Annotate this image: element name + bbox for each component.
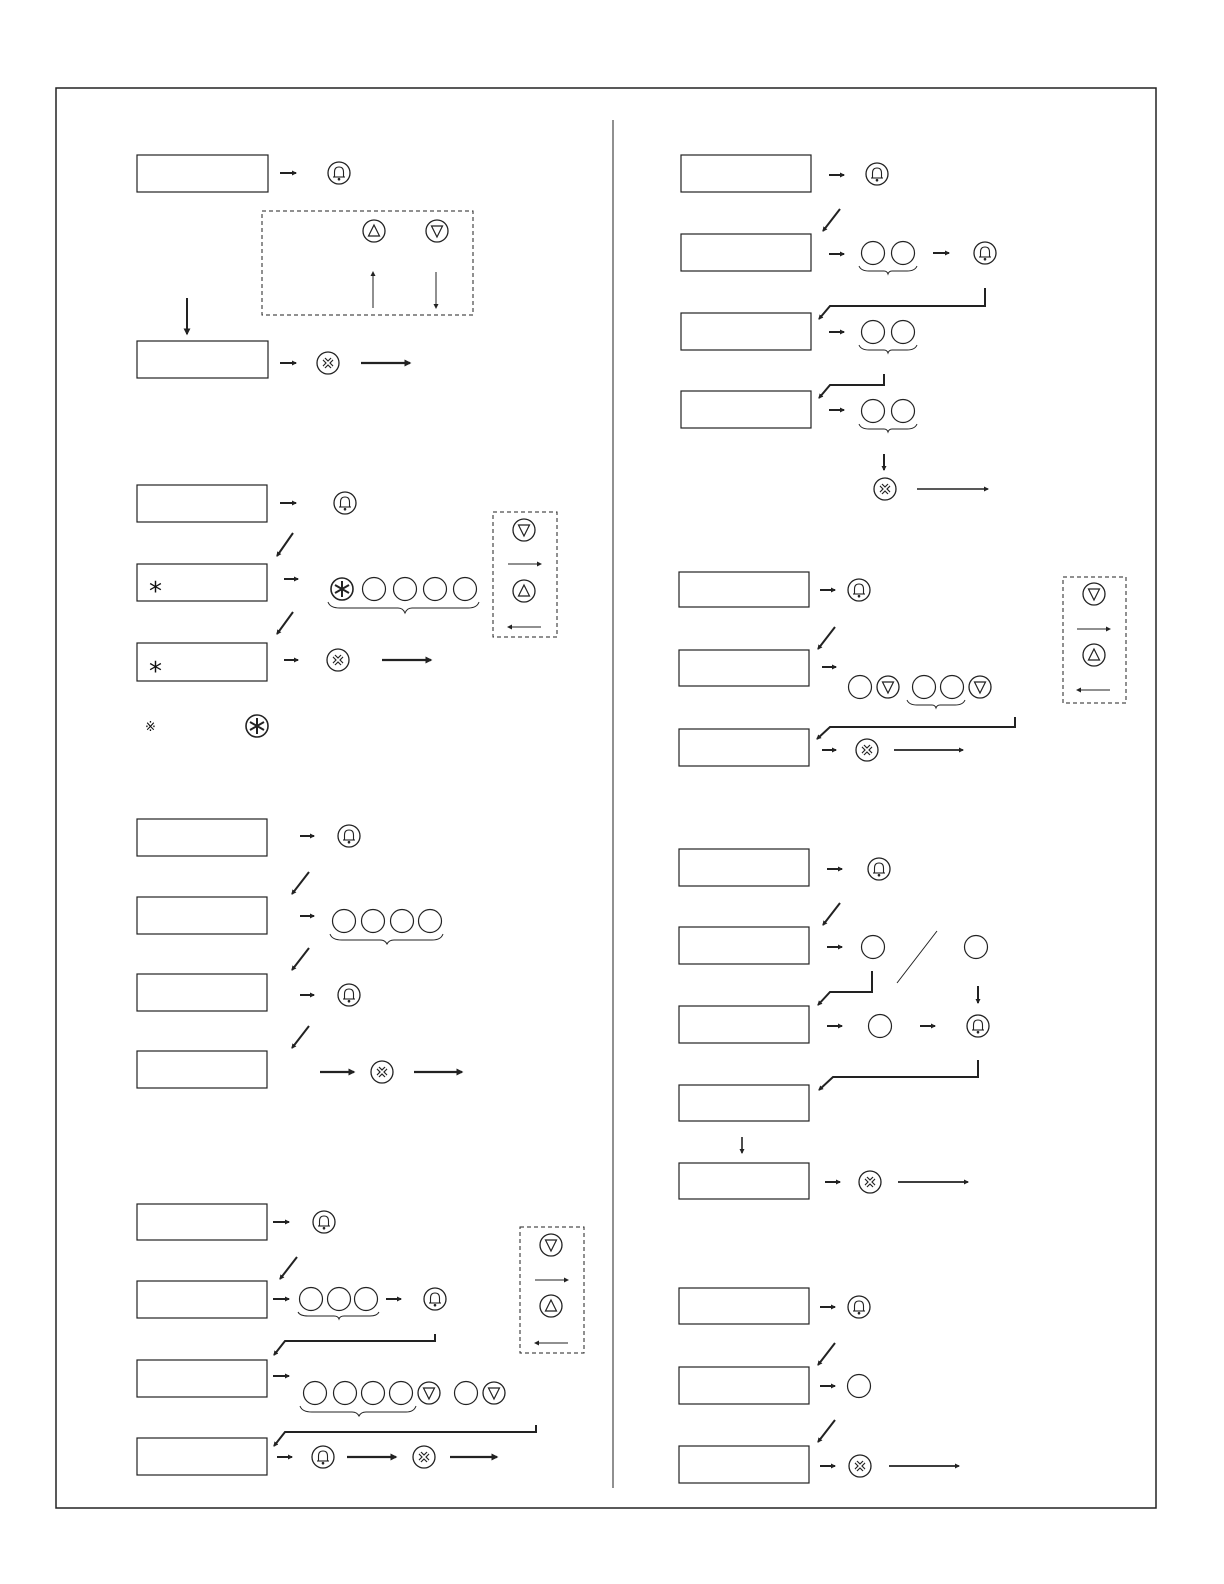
group-brace [328, 602, 479, 613]
return-arrow [818, 971, 872, 1005]
display-box [679, 927, 809, 964]
up-button-icon[interactable] [513, 580, 535, 602]
display-box [679, 1288, 809, 1324]
digit-button-icon[interactable] [455, 1382, 478, 1405]
bell-button-icon[interactable] [313, 1211, 335, 1233]
display-box [137, 1051, 267, 1088]
up-button-icon[interactable] [363, 220, 385, 242]
note-mark: ※ [145, 720, 156, 735]
group-brace [859, 424, 917, 432]
bell-button-icon[interactable] [328, 162, 350, 184]
section-right-3 [679, 849, 989, 1199]
section-left-4 [137, 1204, 584, 1475]
down-button-icon[interactable] [1083, 583, 1105, 605]
bell-button-icon[interactable] [334, 492, 356, 514]
display-box [137, 1281, 267, 1318]
display-box [681, 234, 811, 271]
section-right-4 [679, 1288, 959, 1483]
section-left-1 [137, 155, 473, 378]
digit-button-icon[interactable] [862, 321, 885, 344]
diagonal-arrow [292, 1026, 309, 1048]
down-button-icon[interactable] [540, 1234, 562, 1256]
digit-button-icon[interactable] [965, 936, 988, 959]
group-brace [859, 345, 917, 353]
digit-button-icon[interactable] [849, 676, 872, 699]
diagonal-arrow [823, 209, 840, 231]
section-right-1 [681, 155, 996, 500]
digit-button-icon[interactable] [362, 910, 385, 933]
digit-button-icon[interactable] [390, 1382, 413, 1405]
star-button-icon [246, 715, 268, 737]
return-arrow [819, 1060, 978, 1090]
stop-button-icon[interactable] [874, 478, 896, 500]
display-box [137, 974, 267, 1011]
display-box [679, 729, 809, 766]
digit-button-icon[interactable] [424, 578, 447, 601]
display-box [679, 849, 809, 886]
display-box [137, 897, 267, 934]
digit-button-icon[interactable] [363, 578, 386, 601]
stop-button-icon[interactable] [859, 1171, 881, 1193]
display-box [137, 341, 268, 378]
display-box [679, 650, 809, 686]
digit-button-icon[interactable] [892, 242, 915, 265]
stop-button-icon[interactable] [371, 1061, 393, 1083]
diagonal-arrow [277, 533, 293, 556]
section-left-2 [137, 485, 557, 737]
down-button-icon[interactable] [877, 676, 899, 698]
group-brace [298, 1312, 379, 1319]
diagonal-arrow [818, 627, 835, 649]
return-arrow [819, 288, 985, 319]
down-button-icon[interactable] [969, 676, 991, 698]
separator-slash [897, 931, 937, 983]
display-box [681, 313, 811, 350]
digit-button-icon[interactable] [333, 910, 356, 933]
stop-button-icon[interactable] [317, 352, 339, 374]
digit-button-icon[interactable] [362, 1382, 385, 1405]
section-left-3 [137, 819, 462, 1088]
digit-button-icon[interactable] [892, 321, 915, 344]
display-star: * [149, 657, 162, 687]
display-box [681, 155, 811, 192]
return-arrow [817, 717, 1015, 739]
digit-button-icon[interactable] [869, 1015, 892, 1038]
up-button-icon[interactable] [1083, 644, 1105, 666]
down-button-icon[interactable] [418, 1382, 440, 1404]
display-box [137, 155, 268, 192]
star-button-icon[interactable] [331, 578, 353, 600]
diagonal-arrow [818, 1343, 835, 1365]
digit-button-icon[interactable] [941, 676, 964, 699]
stop-button-icon[interactable] [327, 649, 349, 671]
digit-button-icon[interactable] [304, 1382, 327, 1405]
digit-button-icon[interactable] [862, 242, 885, 265]
display-box [679, 572, 809, 607]
digit-button-icon[interactable] [391, 910, 414, 933]
display-box [679, 1446, 809, 1483]
bell-button-icon[interactable] [424, 1288, 446, 1310]
digit-button-icon[interactable] [355, 1288, 378, 1311]
digit-button-icon[interactable] [334, 1382, 357, 1405]
digit-button-icon[interactable] [328, 1288, 351, 1311]
display-box [137, 485, 267, 522]
digit-button-icon[interactable] [862, 400, 885, 423]
bell-button-icon[interactable] [967, 1015, 989, 1037]
stop-button-icon[interactable] [849, 1455, 871, 1477]
bell-button-icon[interactable] [866, 163, 888, 185]
group-brace [859, 266, 917, 274]
group-brace [330, 934, 443, 944]
bell-button-icon[interactable] [974, 242, 996, 264]
stop-button-icon[interactable] [856, 739, 878, 761]
digit-button-icon[interactable] [394, 578, 417, 601]
down-button-icon[interactable] [426, 220, 448, 242]
digit-button-icon[interactable] [892, 400, 915, 423]
return-arrow [274, 1334, 435, 1355]
down-button-icon[interactable] [483, 1382, 505, 1404]
digit-button-icon[interactable] [419, 910, 442, 933]
bell-button-icon[interactable] [868, 858, 890, 880]
diagonal-arrow [292, 872, 309, 894]
display-box [137, 1360, 267, 1397]
bell-button-icon[interactable] [338, 825, 360, 847]
diagonal-arrow [818, 1420, 835, 1442]
display-box [679, 1367, 809, 1404]
return-arrow [274, 1425, 536, 1446]
bell-button-icon[interactable] [848, 1296, 870, 1318]
display-box [137, 819, 267, 856]
diagonal-arrow [277, 612, 293, 634]
display-box [679, 1163, 809, 1199]
diagonal-arrow [823, 903, 840, 925]
digit-button-icon[interactable] [862, 936, 885, 959]
digit-button-icon[interactable] [300, 1288, 323, 1311]
display-box [137, 1438, 267, 1475]
section-right-2 [679, 572, 1126, 766]
stop-button-icon[interactable] [413, 1446, 435, 1468]
display-box [681, 391, 811, 428]
digit-button-icon[interactable] [848, 1375, 871, 1398]
bell-button-icon[interactable] [848, 579, 870, 601]
group-brace [300, 1406, 416, 1416]
display-box [137, 1204, 267, 1240]
diagonal-arrow [292, 948, 309, 970]
digit-button-icon[interactable] [454, 578, 477, 601]
down-button-icon[interactable] [513, 519, 535, 541]
bell-button-icon[interactable] [312, 1446, 334, 1468]
digit-button-icon[interactable] [913, 676, 936, 699]
group-brace [907, 700, 965, 708]
display-box [679, 1006, 809, 1043]
display-box [679, 1085, 809, 1121]
diagonal-arrow [280, 1257, 297, 1279]
return-arrow [819, 374, 884, 398]
up-button-icon[interactable] [540, 1295, 562, 1317]
display-star: * [149, 577, 162, 607]
bell-button-icon[interactable] [338, 984, 360, 1006]
